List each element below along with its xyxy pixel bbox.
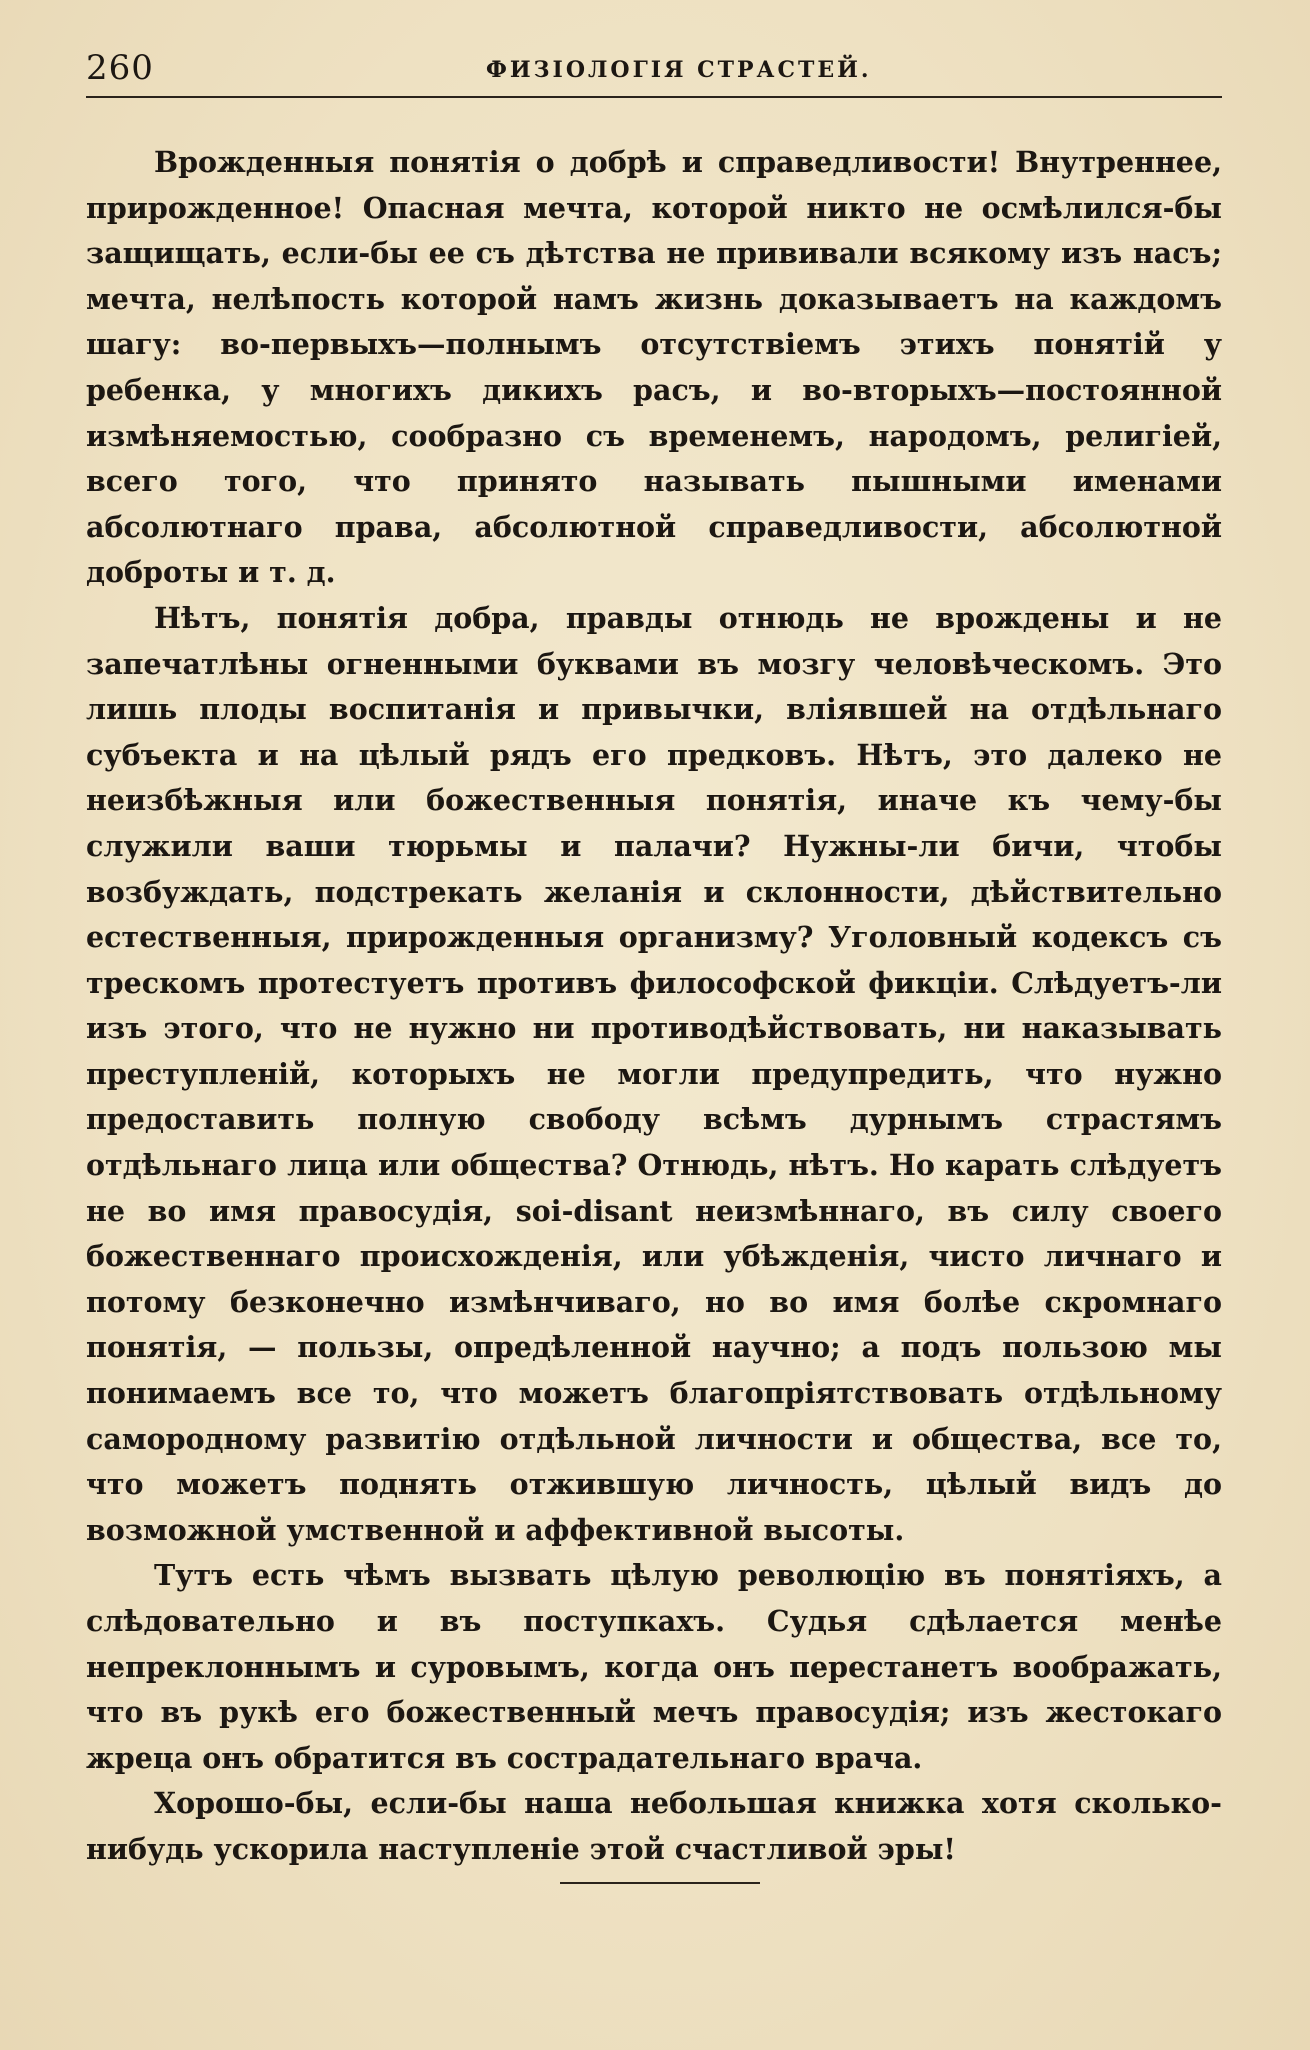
page-header: [86, 44, 1222, 100]
paragraph: Нѣтъ, понятія добра, правды отнюдь не врождены и не запечатлѣны огненными буквами въ мозгу человѣческомъ. Это лишь плоды воспитанія и привычки, вліявшей на отдѣльнаго субъекта и на цѣлый рядъ его предковъ. Нѣтъ, это далеко не неизбѣжныя или божественныя понятія, иначе къ чему-бы служили ваши тюрьмы и палачи? Нужны-ли бичи, чтобы возбуждать, подстрекать желанія и склонности, дѣйствительно естественныя, прирожденныя организму? Уголовный кодексъ съ трескомъ протестуетъ противъ философской фикціи. Слѣдуетъ-ли изъ этого, что не нужно ни противодѣйствовать, ни наказывать преступленій, которыхъ не могли предупредить, что нужно предоставить полную свободу всѣмъ дурнымъ страстямъ отдѣльнаго лица или общества? Отнюдь, нѣтъ. Но карать слѣдуетъ не во имя правосудія, soi-disant неизмѣннаго, въ силу своего божественнаго происхожденія, или убѣжденія, чисто личнаго и потому безконечно измѣнчиваго, но во имя болѣе скромнаго понятія, — пользы, опредѣленной научно; а подъ пользою мы понимаемъ все то, что можетъ благопріятствовать отдѣльному самородному развитію отдѣльной личности и общества, все то, что можетъ поднять отжившую личность, цѣлый видъ до возможной умственной и аффективной высоты.: [86, 600, 1222, 1547]
header-rule: [86, 96, 1222, 98]
body-text: [86, 140, 1222, 1873]
paragraph: Тутъ есть чѣмъ вызвать цѣлую революцію въ понятіяхъ, а слѣдовательно и въ поступкахъ. Судья сдѣлается менѣе непреклоннымъ и суровымъ, когда онъ перестанетъ воображать, что въ рукѣ его божественный мечъ правосудія; изъ жестокаго жреца онъ обратится въ сострадательнаго врача.: [86, 1558, 1222, 1775]
page-number: 260: [86, 48, 154, 88]
paragraph: Врожденныя понятія о добрѣ и справедливости! Внутреннее, прирожденное! Опасная мечта, которой никто не осмѣлился-бы защищать, если-бы ее съ дѣтства не прививали всякому изъ насъ; мечта, нелѣпость которой намъ жизнь доказываетъ на каждомъ шагу: во-первыхъ—полнымъ отсутствіемъ этихъ понятій у ребенка, у многихъ дикихъ расъ, и во-вторыхъ—постоянной измѣняемостью, сообразно съ временемъ, народомъ, религіей, всего того, что принято называть пышными именами абсолютнаго права, абсолютной справедливости, абсолютной доброты и т. д.: [86, 145, 1222, 590]
end-rule: [560, 1882, 760, 1884]
paragraph: Хорошо-бы, если-бы наша небольшая книжка хотя сколько-нибудь ускорила наступленіе этой счастливой эры!: [86, 1786, 1222, 1866]
running-title: ФИЗІОЛОГІЯ СТРАСТЕЙ.: [486, 57, 872, 83]
